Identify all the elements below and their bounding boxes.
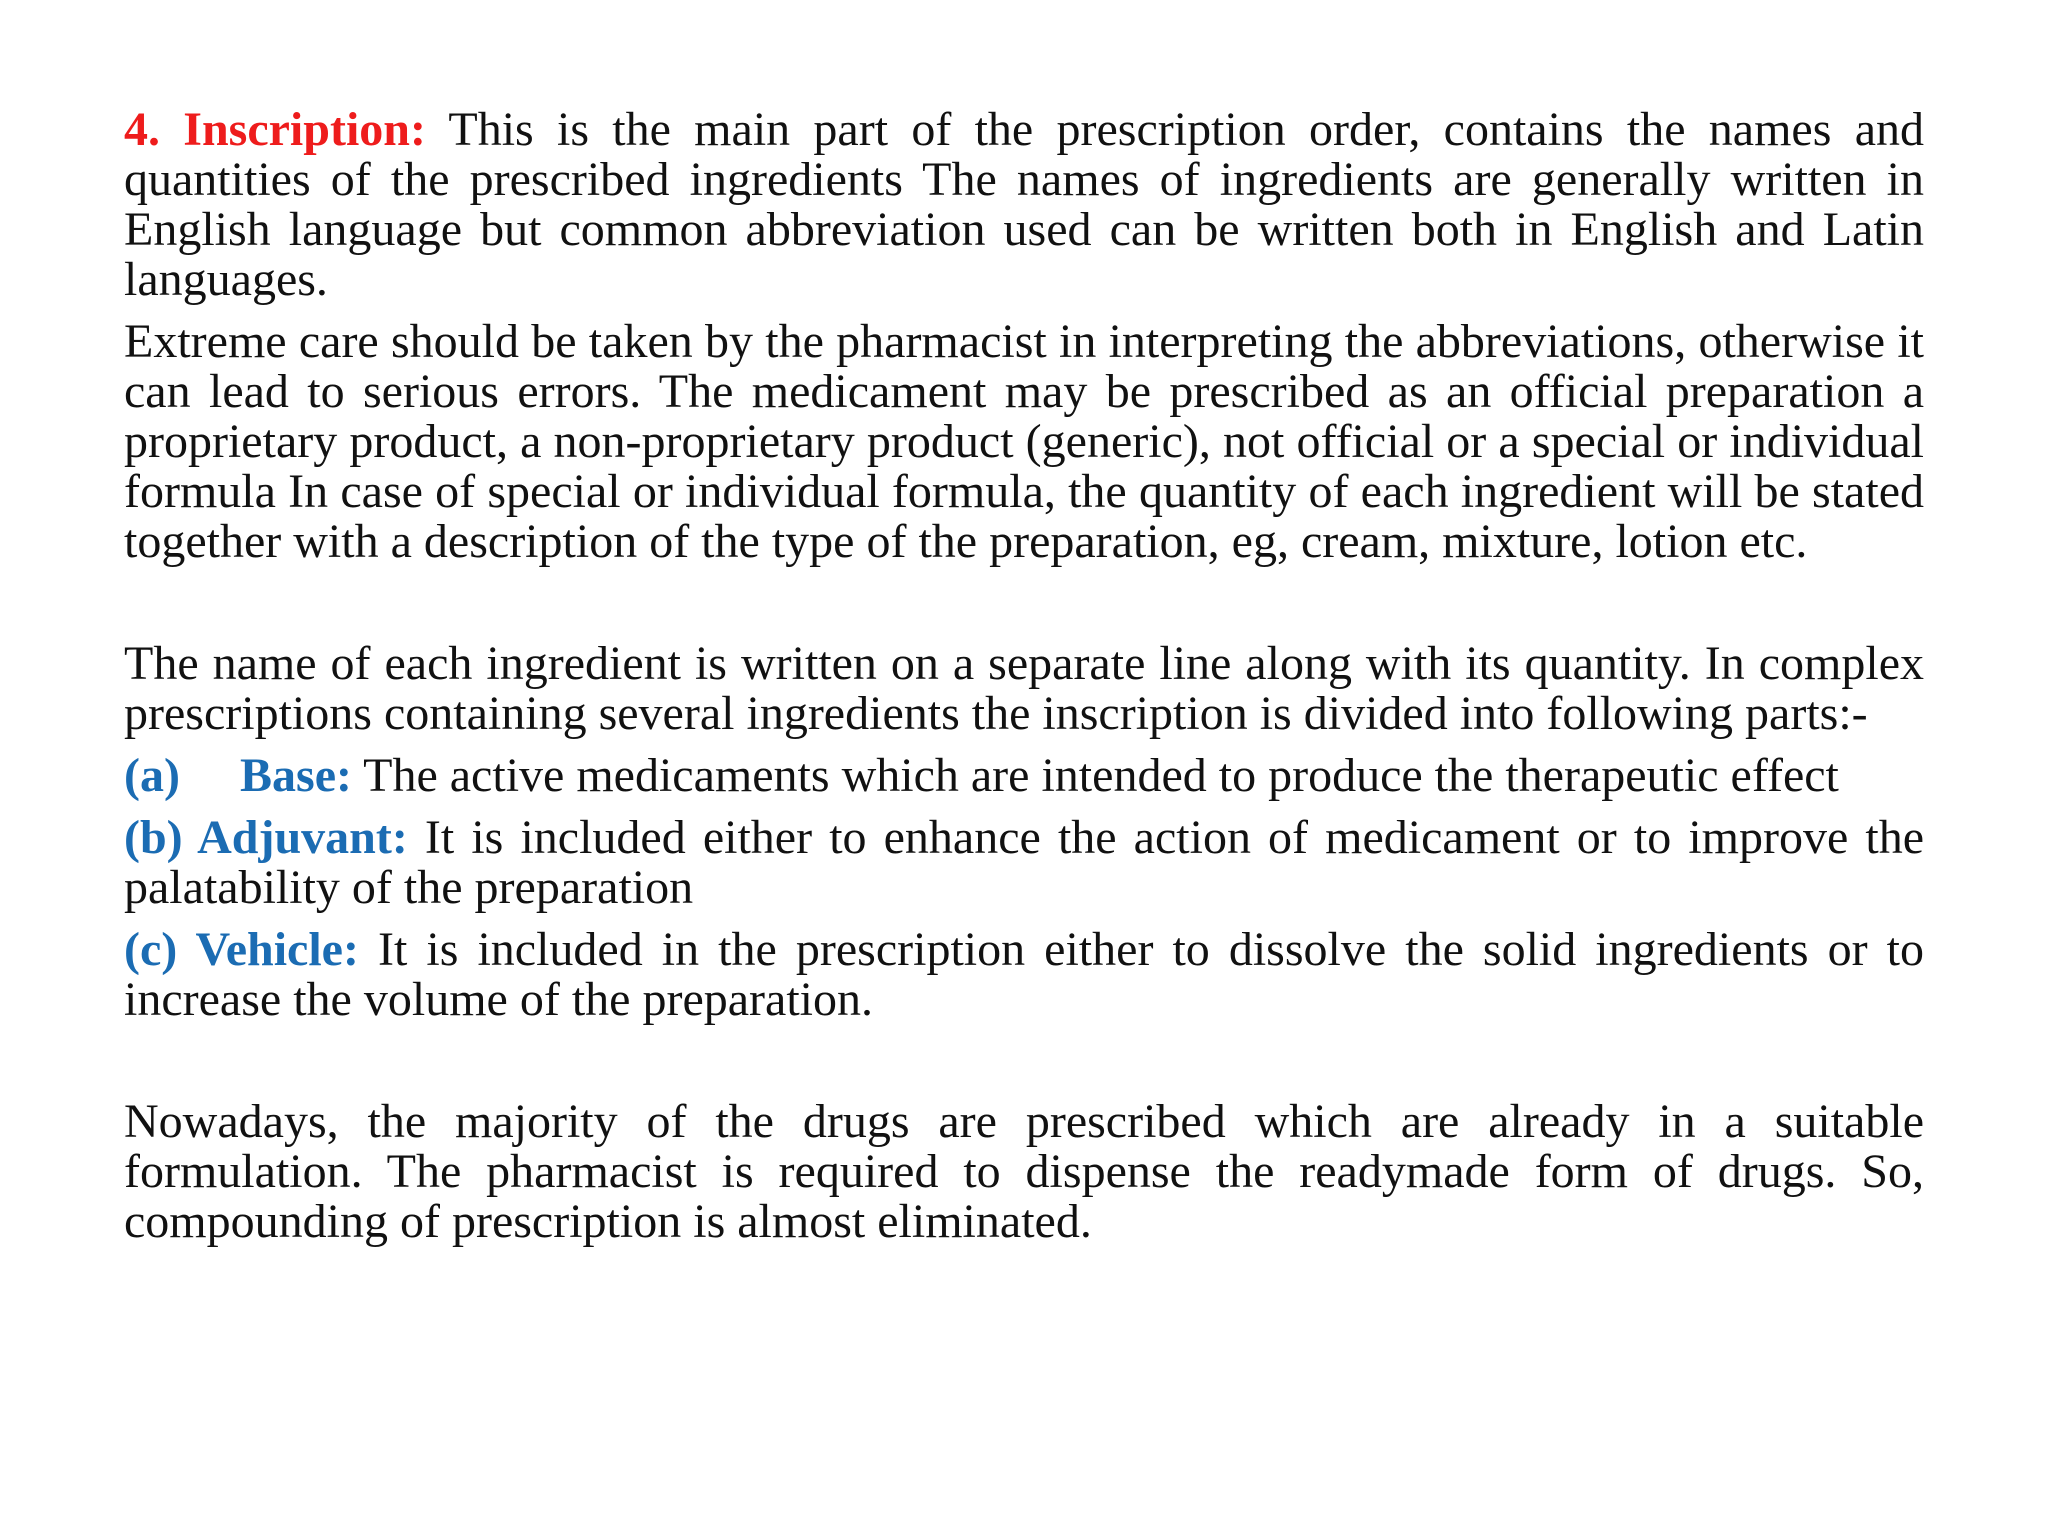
inscription-paragraph: [124, 105, 1924, 305]
part-b-text: It is included either to enhance the action of medicament or to improve the palatability of the preparation: [124, 811, 1925, 914]
parts-intro-paragraph: The name of each ingredient is written on a separate line along with its quantity. In complex prescriptions containing several ingredients the inscription is divided into following parts:-: [124, 637, 1924, 740]
care-paragraph: Extreme care should be taken by the pharmacist in interpreting the abbreviations, otherwise it can lead to serious errors. The medicament may be prescribed as an official preparation a proprietary product, a non-proprietary product (generic), not official or a special or individual formula In case of special or individual formula, the quantity of each ingredient will be stated together with a description of the type of the preparation, eg, cream, mixture, lotion etc.: [124, 315, 1924, 568]
document-page: [124, 105, 1924, 1247]
part-c-label: (c) Vehicle:: [124, 923, 359, 976]
nowadays-paragraph: Nowadays, the majority of the drugs are prescribed which are already in a suitable formulation. The pharmacist is required to dispense the readymade form of drugs. So, compounding of prescription is almost eliminated.: [124, 1095, 1924, 1248]
part-a-marker: (a): [124, 749, 180, 802]
part-b-item: [124, 813, 1924, 913]
part-a-item: [124, 751, 1924, 801]
part-a-text: The active medicaments which are intended to produce the therapeutic effect: [351, 749, 1839, 802]
inscription-heading: 4. Inscription:: [124, 103, 426, 156]
part-a-body: [240, 751, 1924, 801]
part-a-label: Base:: [240, 749, 352, 802]
inscription-text: This is the main part of the prescription order, contains the names and quantities of the prescribed ingredients The names of ingredients are generally written in English language but common abbreviation used can be written both in English and Latin languages.: [124, 103, 1924, 306]
part-c-item: [124, 925, 1924, 1025]
part-c-text: It is included in the prescription either to dissolve the solid ingredients or to increase the volume of the preparation.: [124, 923, 1925, 1026]
part-b-label: (b) Adjuvant:: [124, 811, 408, 864]
